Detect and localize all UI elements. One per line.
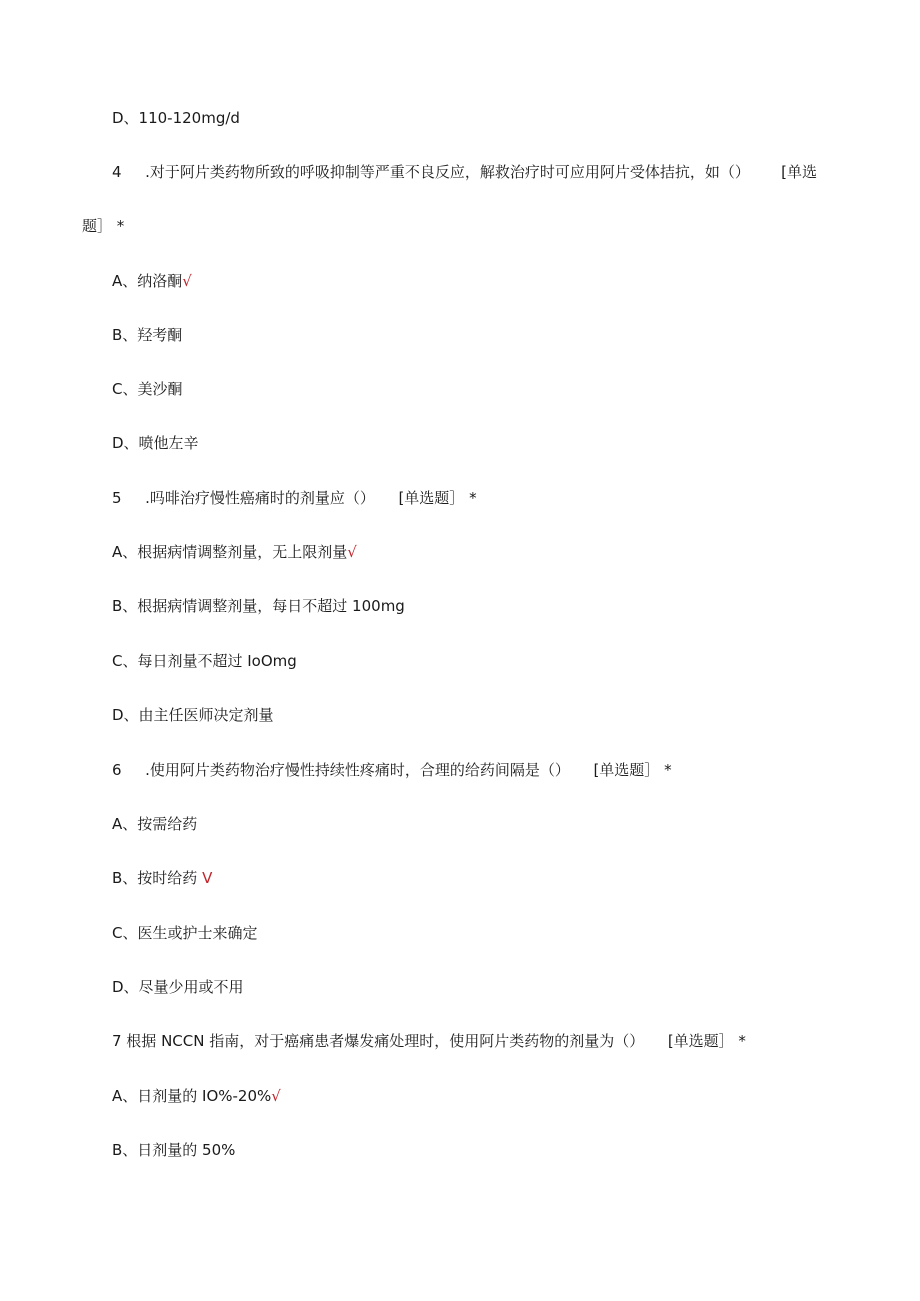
option-d-q5 — [112, 705, 274, 725]
option-b-q4 — [112, 325, 182, 345]
option-text: B、根据病情调整剂量，每日不超过 100mg — [112, 597, 405, 615]
option-text: A、纳洛酮 — [112, 272, 183, 290]
question-4-continuation — [82, 216, 124, 236]
option-a-q4 — [112, 271, 192, 291]
option-text: D、110-120mg∕d — [112, 109, 240, 127]
question-type-tag: [单选题］ * — [667, 1032, 746, 1050]
question-type-tag: [单选题］ * — [398, 489, 477, 507]
option-text: D、尽量少用或不用 — [112, 978, 244, 996]
question-text: .使用阿片类药物治疗慢性持续性疼痛时，合理的给药间隔是（） — [145, 761, 570, 779]
question-type-tag: [单选题］ * — [593, 761, 672, 779]
option-text: B、日剂量的 50% — [112, 1141, 236, 1159]
option-text: C、每日剂量不超过 IoOmg — [112, 652, 297, 670]
question-5 — [112, 488, 477, 508]
option-d-q3 — [112, 108, 240, 128]
option-b-q5 — [112, 596, 405, 616]
question-text: .对于阿片类药物所致的呼吸抑制等严重不良反应，解救治疗时可应用阿片受体拮抗，如（） — [145, 163, 750, 181]
option-text: C、医生或护士来确定 — [112, 924, 258, 942]
option-a-q7 — [112, 1086, 281, 1106]
option-text: D、由主任医师决定剂量 — [112, 706, 274, 724]
option-text: B、按时给药 — [112, 869, 203, 887]
question-6 — [112, 760, 672, 780]
option-text: A、按需给药 — [112, 815, 198, 833]
option-c-q5 — [112, 651, 297, 671]
correct-mark: √ — [182, 272, 192, 290]
option-text: A、日剂量的 IO%-20% — [112, 1087, 272, 1105]
correct-mark: V — [202, 869, 213, 887]
option-a-q5 — [112, 542, 357, 562]
option-text: D、喷他左辛 — [112, 434, 199, 452]
option-a-q6 — [112, 814, 197, 834]
option-c-q6 — [112, 923, 257, 943]
option-b-q7 — [112, 1140, 235, 1160]
question-number: 5 — [112, 489, 122, 507]
question-7 — [112, 1031, 746, 1051]
correct-mark: √ — [347, 543, 357, 561]
question-type-tag: [单选 — [781, 163, 817, 181]
question-text: .吗啡治疗慢性癌痛时的剂量应（） — [145, 489, 375, 507]
option-text: B、羟考酮 — [112, 326, 183, 344]
question-number: 6 — [112, 761, 122, 779]
option-d-q4 — [112, 433, 199, 453]
question-4 — [112, 162, 817, 182]
option-text: A、根据病情调整剂量，无上限剂量 — [112, 543, 348, 561]
question-text: 7 根据 NCCN 指南，对于癌痛患者爆发痛处理时，使用阿片类药物的剂量为（） — [112, 1032, 645, 1050]
option-b-q6 — [112, 868, 212, 888]
option-text: C、美沙酮 — [112, 380, 183, 398]
option-d-q6 — [112, 977, 244, 997]
question-type-tag-continued: 题］ * — [82, 217, 125, 235]
correct-mark: √ — [271, 1087, 281, 1105]
question-number: 4 — [112, 163, 122, 181]
option-c-q4 — [112, 379, 182, 399]
